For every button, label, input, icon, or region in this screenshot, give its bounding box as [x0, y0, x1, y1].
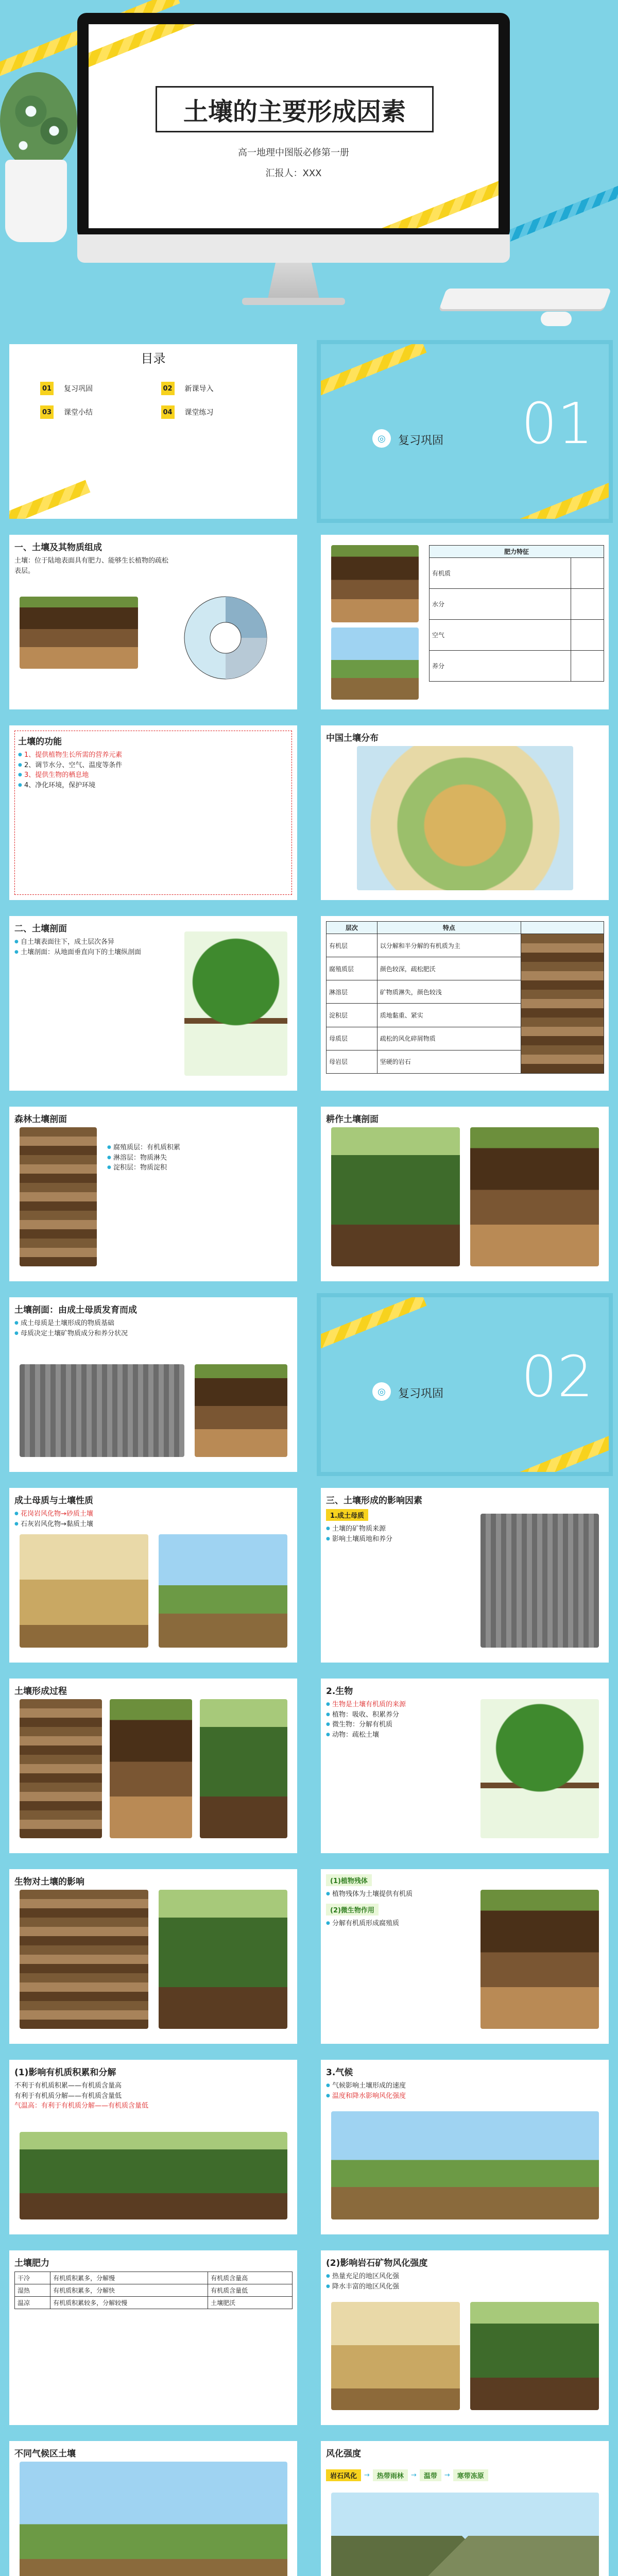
decor-stripe [317, 1293, 426, 1356]
tree-diagram [480, 1699, 599, 1838]
material-line: ● 石灰岩风化物→黏质土壤 [14, 1519, 292, 1530]
soil-composition-pie [169, 581, 282, 694]
table-cell: 有机质含量低 [208, 2284, 293, 2297]
table-cell: 腐殖质层 [327, 957, 377, 980]
slide-soil-formation [5, 1674, 301, 1857]
toc-heading: 目录 [141, 351, 166, 366]
toc-label: 课堂练习 [179, 404, 267, 420]
section-icon: ◎ [372, 1382, 391, 1401]
slide-cultivated-profile [317, 1103, 613, 1285]
bio-line: ● 生物是土壤有机质的来源 [326, 1700, 604, 1710]
table-cell: 疏松的风化碎屑物质 [377, 1027, 521, 1050]
table-cell: 温凉 [15, 2297, 50, 2309]
table-cell: 土壤肥沃 [208, 2297, 293, 2309]
slide-title: 土壤剖面：由成土母质发育而成 [14, 1305, 137, 1315]
table-cell: 有机层 [327, 934, 377, 957]
profile-line: ● 淋溶层：物质淋失 [107, 1153, 180, 1163]
organic-line: 有利于有机质分解——有机质含量低 [14, 2092, 122, 2100]
table-cell: 有机质含量高 [208, 2272, 293, 2284]
cover-title: 土壤的主要形成因素 [183, 97, 406, 126]
weathering-image [331, 2493, 599, 2576]
table-cell: 母质层 [327, 1027, 377, 1050]
slide-title: 不同气候区土壤 [14, 2449, 76, 2459]
slide-soil-profile [5, 912, 301, 1095]
decor-stripe [380, 171, 499, 228]
monitor-chin [77, 234, 510, 263]
slide-material-properties [5, 1484, 301, 1667]
factor-line: ● 土壤的矿物质来源 [326, 1524, 604, 1534]
profile-line: ● 腐殖质层：有机质积累 [107, 1143, 180, 1153]
section-number: 01 [521, 391, 593, 456]
profile-image [521, 934, 604, 1073]
slide-title: 成土母质与土壤性质 [14, 1496, 93, 1506]
decor-stripe [89, 24, 199, 73]
toc-number: 01 [40, 382, 54, 395]
table-cell: 以分解和半分解的有机质为主 [377, 934, 521, 957]
function-line: ● 3、提供生物的栖息地 [18, 770, 288, 781]
slide-forest-profile [5, 1103, 301, 1285]
slide-biology [317, 1674, 613, 1857]
decor-stripe [5, 480, 91, 523]
subtopic-tag: (2)微生物作用 [326, 1904, 379, 1916]
rock-photo [20, 1364, 184, 1457]
formation-image [20, 1699, 102, 1838]
table-cell: 有机质 [430, 558, 571, 589]
slide-title: 二、土壤剖面 [14, 924, 67, 934]
weather-line: ● 热量充足的地区风化强 [326, 2272, 604, 2282]
vase-image [5, 160, 67, 242]
section-slide-02 [317, 1293, 613, 1476]
keyboard-image [439, 289, 612, 309]
toc-item[interactable] [40, 380, 146, 397]
soil-photo [20, 597, 138, 669]
weathering-flow: 岩石风化 → 热带雨林 → 温带 → 寒带冻原 [326, 2469, 604, 2481]
table-cell: 淋溶层 [327, 980, 377, 1004]
fertility-table [429, 545, 604, 682]
plant-image [0, 72, 77, 170]
monitor-frame [77, 13, 510, 240]
soil-photo [480, 1890, 599, 2029]
landscape-photo [331, 2111, 599, 2219]
flow-label: 岩石风化 [326, 2469, 361, 2481]
climate-soil-image [20, 2462, 287, 2576]
bio-line: ● 微生物：分解有机质 [326, 1720, 604, 1730]
function-line: ● 4、净化环境，保护环境 [18, 781, 288, 791]
section-number: 02 [521, 1344, 593, 1410]
table-cell: 母岩层 [327, 1050, 377, 1073]
soil-photo [20, 1890, 148, 2029]
slide-climate-soils [5, 2437, 301, 2576]
toc-label: 课堂小结 [58, 404, 146, 420]
slide-factors-intro [317, 1484, 613, 1667]
function-line: ● 1、提供植物生长所需的营养元素 [18, 750, 288, 760]
slide-title: 土壤肥力 [14, 2258, 49, 2268]
decor-stripe [317, 340, 426, 403]
landscape-photo [470, 2302, 599, 2410]
table-cell: 养分 [430, 651, 571, 682]
toc-slide [5, 340, 301, 523]
slide-plant-residue [317, 1865, 613, 2048]
slide-title: 土壤形成过程 [14, 1686, 67, 1697]
organic-line: 气温高：有利于有机质分解——有机质含量低 [14, 2102, 149, 2110]
landscape-photo [20, 1534, 148, 1648]
slide-organic-matter [5, 2056, 301, 2239]
bio-line: ● 动物：疏松土壤 [326, 1730, 604, 1740]
flow-label: 热带雨林 [373, 2469, 408, 2481]
slide-weathering [317, 2246, 613, 2429]
decor-stripe [519, 1422, 613, 1476]
flow-label: 寒带冻原 [453, 2469, 488, 2481]
table-cell: 质地黏重、紧实 [377, 1004, 521, 1027]
forest-photo [159, 1890, 287, 2029]
soil-photo [195, 1364, 287, 1457]
table-header: 层次 [327, 922, 377, 934]
landscape-photo [331, 2302, 460, 2410]
table-header: 肥力特征 [430, 546, 604, 558]
slide-soil-composition [5, 531, 301, 714]
profile-line: ● 自土壤表面往下，成土层次各异 [14, 937, 169, 947]
slide-text: 土壤：位于陆地表面具有肥力、能够生长植物的疏松表层。 [14, 557, 169, 575]
slide-title: 3.气候 [326, 2067, 353, 2078]
slide-fertility-climate [5, 2246, 301, 2429]
climate-line: ● 温度和降水影响风化强度 [326, 2091, 604, 2102]
forest-photo [20, 2132, 287, 2219]
toc-label: 复习巩固 [58, 380, 146, 397]
slide-soil-function [5, 721, 301, 904]
profile-line: ● 淀积层：物质淀积 [107, 1163, 180, 1173]
slide-title: 一、土壤及其物质组成 [14, 543, 102, 553]
rock-photo [480, 1514, 599, 1648]
climate-table [14, 2272, 293, 2309]
landscape-photo [159, 1534, 287, 1648]
slide-title: 2.生物 [326, 1686, 353, 1697]
slide-climate [317, 2056, 613, 2239]
slide-title: (1)影响有机质积累和分解 [14, 2067, 116, 2078]
organic-line: 不利于有机质积累——有机质含量高 [14, 2082, 122, 2090]
cover-subtitle: 高一地理中图版必修第一册 [238, 147, 349, 158]
toc-number: 04 [161, 405, 175, 419]
slide-profile-table [317, 912, 613, 1095]
slide-title: 中国土壤分布 [326, 733, 379, 743]
soil-photo [470, 1127, 599, 1266]
slide-bio-effect [5, 1865, 301, 2048]
profile-table [326, 921, 604, 1074]
toc-item[interactable] [40, 404, 146, 420]
section-label: 复习巩固 [398, 1387, 444, 1400]
china-soil-map [357, 746, 573, 890]
section-slide-01 [317, 340, 613, 523]
slide-title: 生物对土壤的影响 [14, 1877, 84, 1887]
section-label: 复习巩固 [398, 434, 444, 447]
table-cell: 干冷 [15, 2272, 50, 2284]
residue-line: ● 分解有机质形成腐殖质 [326, 1919, 604, 1929]
residue-line: ● 植物残体为土壤提供有机质 [326, 1889, 604, 1900]
mouse-image [541, 312, 572, 326]
table-cell: 湿热 [15, 2284, 50, 2297]
monitor-screen [89, 24, 499, 228]
cover-slide [0, 0, 618, 330]
monitor-base [242, 298, 345, 305]
table-cell: 淀积层 [327, 1004, 377, 1027]
toc-label: 新课导入 [179, 380, 267, 397]
factor-line: ● 影响土壤质地和养分 [326, 1534, 604, 1545]
climate-line: ● 气候影响土壤形成的速度 [326, 2081, 604, 2091]
table-cell: 空气 [430, 620, 571, 651]
slide-title: 耕作土壤剖面 [326, 1114, 379, 1125]
toc-item[interactable] [161, 380, 267, 397]
formation-image [200, 1699, 287, 1838]
toc-number: 03 [40, 405, 54, 419]
slide-title: 风化强度 [326, 2449, 361, 2459]
flow-label: 温带 [420, 2469, 441, 2481]
decor-stripe [519, 469, 613, 523]
function-line: ● 2、调节水分、空气、温度等条件 [18, 760, 288, 771]
material-line: ● 母质决定土壤矿物质成分和养分状况 [14, 1329, 292, 1339]
slide-title: (2)影响岩石矿物风化强度 [326, 2258, 428, 2268]
factor-tag: 1.成土母质 [326, 1509, 368, 1521]
slide-parent-material [5, 1293, 301, 1476]
table-cell: 颜色较深，疏松肥沃 [377, 957, 521, 980]
subtopic-tag: (1)植物残体 [326, 1874, 372, 1886]
field-photo [331, 1127, 460, 1266]
monitor-stand [268, 263, 319, 299]
toc-item[interactable] [161, 404, 267, 420]
slide-title: 土壤的功能 [18, 737, 62, 747]
slide-soil-map [317, 721, 613, 904]
slide-title: 三、土壤形成的影响因素 [326, 1496, 422, 1506]
table-cell: 坚硬的岩石 [377, 1050, 521, 1073]
profile-line: ● 土壤剖面：从地面垂直向下的土壤纵剖面 [14, 947, 169, 958]
table-cell: 矿物质淋失，颜色较浅 [377, 980, 521, 1004]
material-line: ● 成土母质是土壤形成的物质基础 [14, 1318, 292, 1329]
bio-line: ● 植物：吸收、积累养分 [326, 1710, 604, 1720]
forest-profile-image [20, 1127, 97, 1266]
formation-image [110, 1699, 192, 1838]
slide-title: 森林土壤剖面 [14, 1114, 67, 1125]
cover-reporter: 汇报人：XXX [265, 168, 322, 179]
table-cell: 有机质积累较多，分解较慢 [50, 2297, 208, 2309]
table-header: 特点 [377, 922, 521, 934]
soil-photo [331, 545, 419, 622]
slide-weathering-diagram [317, 2437, 613, 2576]
landscape-photo [331, 628, 419, 700]
table-cell: 水分 [430, 589, 571, 620]
section-icon: ◎ [372, 429, 391, 448]
slide-fertility-table [317, 531, 613, 714]
toc-number: 02 [161, 382, 175, 395]
table-cell: 有机质积累多，分解快 [50, 2284, 208, 2297]
plant-soil-image [184, 931, 287, 1076]
weather-line: ● 降水丰富的地区风化强 [326, 2282, 604, 2292]
table-cell: 有机质积累多，分解慢 [50, 2272, 208, 2284]
cover-title-box [156, 86, 434, 132]
material-line: ● 花岗岩风化物→砂质土壤 [14, 1509, 292, 1519]
